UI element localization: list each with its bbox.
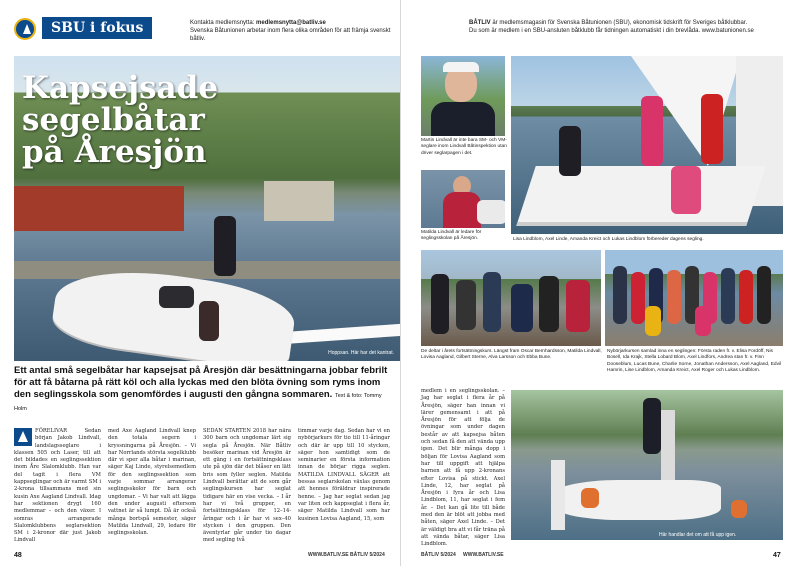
caption-group-beginners: Nybörjarkursen samlad inna en seglingen: Första raden fr. v. Elisa Fordöff, Nis Bosell, Ida Krajk, Stella Lobard Blom, Axel Lindfors, Andrea stan fr. v. Finn Dooseblum, Lucas Bune, Charlie Sorne, Jonathan Andersson, Axel Aagland, Edvil Hamrin, Lise Lindblom, Amanda Kreict, Axel Roger och Lukas Lindblom. <box>607 349 782 373</box>
article-title: Kapsejsade segelbåtar på Åresjön <box>22 70 219 170</box>
contact-email[interactable]: medlemsnytta@batliv.se <box>256 20 326 26</box>
byline: Text & foto: Tommy Holm <box>14 393 382 412</box>
photo-group-beginners <box>605 250 783 346</box>
body-column-3: SEDAN STARTEN 2018 har nära 300 barn och ungdomar lärt sig segla på Åresjön. När Båtliv besöker marinan vid Åresjön är ett gäng i en fortsättningsklass ute på sjön där det blåser en lätt bris som fyller seglen. Matilda Lindvall berättar att de som går seglingskursen har seglat tidigare här en vise vecka. – I år har vi två grupper, en fortsättningsklass för 12–14-åringar och i år har vi sex–40 stycken i den gruppen. Den äventyrlar går under tio dagar med segling två <box>203 428 291 544</box>
photo-kids-boat <box>511 56 783 234</box>
contact-note: Kontakta medlemsnytta: medlemsnytta@batliv.se Svenska Båtunionen arbetar inom flera olika områden för att främja svenskt båtliv. <box>190 20 391 42</box>
photo-capsize-drill <box>511 390 783 540</box>
sbu-mini-icon <box>14 428 32 446</box>
right-page <box>400 0 800 566</box>
caption-group-advanced: De deltar i årets fortsättningskurs. Längst fram Oscar Bernhardsson, Matilda Lindvall, Lovisa Aagland, Gilbert Sterne, Alva Larsson och Ebba Bune. <box>421 349 602 361</box>
sbu-logo-icon <box>14 18 36 40</box>
caption-kids: Lisa Lindblom, Axel Linde, Amanda Kreict och Lukas Lindblom förbereder dagens segling. <box>513 237 704 242</box>
photo-group-advanced <box>421 250 601 346</box>
caption-martin: Martin Lindvall är inte bara SM- och VM-seglare inom Lindvall Båtinspektion utan driver seglarpagen i det. <box>421 138 507 156</box>
body-column-4: timmar varje dag. Sedan har vi en nybörjarkurs för tio till 11-åringar och där är upp till 10 stycken, säger hon samtidigt som de seminarier en första information innan de börjar rigga seglen. MATILDA LINDVALL SÄGER att bessas seglarskolan växlas genom att hennes föräldrar inspirerade henne. – Jag har seglat sedan jag var liten och kappseglat i flera år, säger Matilda Lindvall som har kusinen Lovisa Aagland, 15, som <box>298 428 390 522</box>
page-number-left: 48 <box>14 552 22 559</box>
photo-martin <box>421 56 505 136</box>
body-column-1: FÖRELIVAR Sedan början Jakob Lindvall, landslagsseglare i klassen 505 och Laser, till att det bildades en seglingssektion inom Åre Slalomklubb. Han var del tagit i flera VM kappseglingar och är varmt SM i 2-krona tillsammans med sin kusin Axe Aagland Lindvall. Idag har sektionen drygt 160 medlemmar – och den växer. I somras arrangerade Slalomklubbens seglarsektion SM i 2-kronor där just Jakob Lindvall <box>14 428 101 544</box>
footer-issue-left: BÅTLIV 5/2024 <box>350 552 385 558</box>
body-column-5: medlem i en seglingsskolan. – Jag har seglat i flera år på Åresjön, säger han innan vi lärer gemensamt i att på Åresjön för att följa de övningar som under dagen består av att kapsejsa båten och sedan få den att vända upp igen. Det blir många dopp i böljan för Lovisa Aagland som har till uppgift att hjälpa barnen att få upp 2-kronans efter Lovisa på stickt. Axel Linde, 12, har seglat på Åresjön i fyra år och Lisa Lindblom, 11, har seglat i fem år. – Det kan gå lite till både med den är blöt att jobba med båten, säger Axel Linde. – Det är väldigt bra att vi får träna på att vända båtar, säger Lisa Lindblom. <box>421 388 505 548</box>
caption-capsize: Här handlar det om att få upp igen. <box>659 532 737 538</box>
photo-matilda <box>421 170 505 228</box>
hero-caption: Hoppsan. Här har det kantrat. <box>328 350 394 356</box>
page-header <box>0 0 400 48</box>
article-lead: Ett antal små segelbåtar har kapsejsat på Åresjön där besättningarna jobbar febrilt för att få båtarna på rätt köl och alla lyckas med den blöta övning som ryms inom den seglingsskola som genomfördes i augusti den gångna sommaren. Text & foto: Tommy Holm <box>14 365 388 412</box>
footer-issue-right: BÅTLIV 5/2024 <box>421 552 456 558</box>
magazine-info: BÅTLIV är medlemsmagasin för Svenska Båtunionen (SBU), ekonomisk tidskrift för Sveriges båtklubbar. Du som är medlem i en SBU-ansluten båtklubb får tidningen automatiskt i din brevlåda. www.batunionen.se <box>469 20 754 34</box>
page-number-right: 47 <box>773 552 781 559</box>
footer-url-left[interactable]: WWW.BATLIV.SE <box>308 552 349 558</box>
footer-url-right[interactable]: WWW.BATLIV.SE <box>463 552 504 558</box>
body-column-2: med Axe Aagland Lindvall knep den totala segern i kryssningarna på Åresjön. – Vi har Norrlands största segelklubb där vi sper alla båtar i marinan, säger Kaj Linde, styrelsemedlem för den seglingssektion som varje sommar arrangerar seglingsskolor för barn och ungdomar. – Vi har valt att lägga den under augusti eftersom vattnet är så lumpt. Då är också många bortspå semester, säger Matilda Lindvall, 29, ledare för seglingsskolan. <box>108 428 196 537</box>
section-label: SBU i fokus <box>42 17 152 39</box>
caption-matilda: Matilda Lindvall är ledare för seglingsskolan på Åresjön. <box>421 230 482 242</box>
